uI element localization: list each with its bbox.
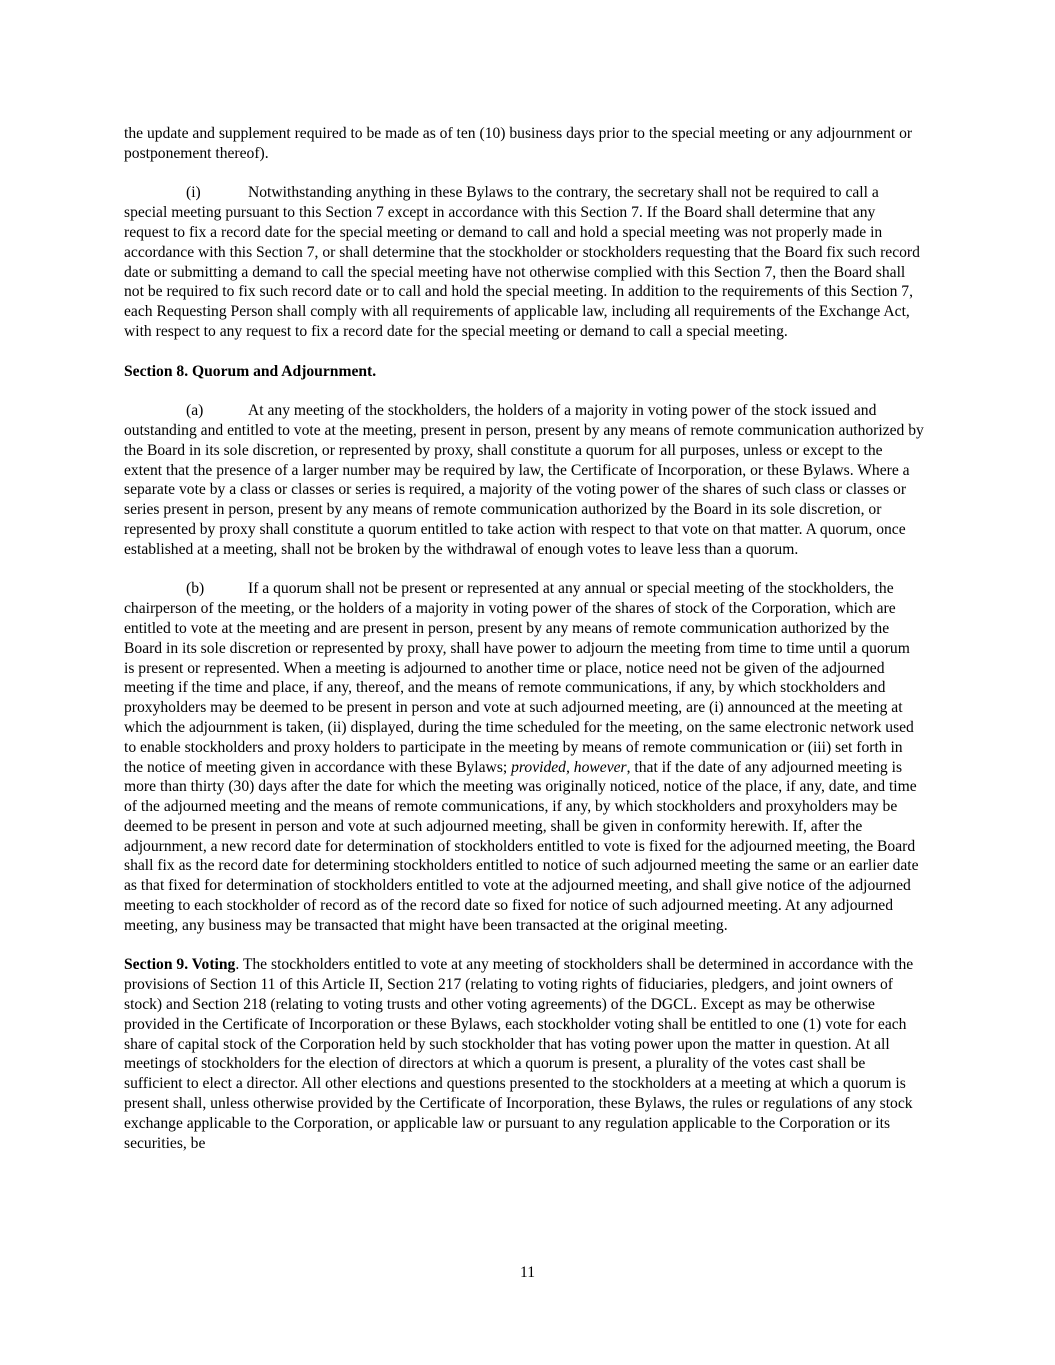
- paragraph-marker-i: (i): [186, 184, 201, 202]
- section8-paragraph-a: [124, 401, 924, 559]
- section9-heading: Section 9. Voting: [124, 956, 236, 974]
- section9-paragraph: [124, 955, 924, 1153]
- paragraph-text-b-part2: , that if the date of any adjourned meeting is more than thirty (30) days after the date for which the meeting was originally noticed, notice of the place, if any, date, and time of the adjourned meeting and the means of remote communications, if any, by which stockholders and proxyholders may be deemed to be present in person and vote at such adjourned meeting, shall be given in conformity herewith. If, after the adjournment, a new record date for determination of stockholders entitled to vote is fixed for the adjourned meeting, the Board shall fix as the record date for determining stockholders entitled to notice of such adjourned meeting the same or an earlier date as that fixed for determination of stockholders entitled to vote at the adjourned meeting, and shall give notice of the adjourned meeting to each stockholder of record as of the record date so fixed for notice of such adjourned meeting. At any adjourned meeting, any business may be transacted that might have been transacted at the original meeting.: [124, 758, 919, 934]
- section7-paragraph-i: [124, 183, 924, 341]
- continuation-paragraph: the update and supplement required to be made as of ten (10) business days prior to the special meeting or any adjournment or postponement thereof).: [124, 125, 913, 162]
- page-number: 11: [519, 1264, 535, 1281]
- section8-heading: Section 8. Quorum and Adjournment.: [124, 362, 377, 380]
- paragraph-text-b-part1: If a quorum shall not be present or represented at any annual or special meeting of the stockholders, the chairperson of the meeting, or the holders of a majority in voting power of the shares of stock of the Corporation, which are entitled to vote at the meeting and are present in person, present by any means of remote communication authorized by the Board in its sole discretion or represented by proxy, shall have power to adjourn the meeting from time to time until a quorum is present or represented. When a meeting is adjourned to another time or place, notice need not be given of the adjourned meeting if the time and place, if any, thereof, and the means of remote communications, if any, by which stockholders and proxyholders may be deemed to be present in person and vote at such adjourned meeting, are (i) announced at the meeting at which the adjournment is taken, (ii) displayed, during the time scheduled for the meeting, on the same electronic network used to enable stockholders and proxy holders to participate in the meeting by means of remote communication or (iii) set forth in the notice of meeting given in accordance with these Bylaws;: [124, 580, 914, 776]
- document-page: [124, 124, 924, 1173]
- paragraph-marker-b: (b): [186, 580, 205, 598]
- section8-paragraph-b: [124, 579, 924, 935]
- paragraph-text-a: At any meeting of the stockholders, the holders of a majority in voting power of the stock issued and outstanding and entitled to vote at the meeting, present in person, present by any means of remote communication authorized by the Board in its sole discretion, or represented by proxy, shall constitute a quorum for all purposes, unless or except to the extent that the presence of a larger number may be required by law, the Certificate of Incorporation, or these Bylaws. Where a separate vote by a class or classes or series is required, a majority of the voting power of the shares of such class or classes or series present in person, present by any means of remote communication authorized by the Board in its sole discretion, or represented by proxy shall constitute a quorum entitled to take action with respect to that vote on that matter. A quorum, once established at a meeting, shall not be broken by the withdrawal of enough votes to leave less than a quorum.: [124, 402, 924, 558]
- section9-text: . The stockholders entitled to vote at any meeting of stockholders shall be determined in accordance with the provisions of Section 11 of this Article II, Section 217 (relating to voting rights of fiduciaries, pledgers, and joint owners of stock) and Section 218 (relating to voting trusts and other voting agreements) of the DGCL. Except as may be otherwise provided in the Certificate of Incorporation or these Bylaws, each stockholder voting shall be entitled to one (1) vote for each share of capital stock of the Corporation held by such stockholder that has voting power upon the matter in question. At all meetings of stockholders for the election of directors at which a quorum is present, a plurality of the votes cast shall be sufficient to elect a director. All other elections and questions presented to the stockholders at a meeting at which a quorum is present shall, unless otherwise provided by the Certificate of Incorporation, these Bylaws, the rules or regulations of any stock exchange applicable to the Corporation, or applicable law or pursuant to any regulation applicable to the Corporation or its securities, be: [124, 956, 914, 1152]
- paragraph-marker-a: (a): [186, 402, 204, 420]
- paragraph-text-b-italic: provided, however: [511, 758, 627, 776]
- paragraph-text-i: Notwithstanding anything in these Bylaws to the contrary, the secretary shall not be required to call a special meeting pursuant to this Section 7 except in accordance with this Section 7. If the Board shall determine that any request to fix a record date for the special meeting or demand to call and hold a special meeting was not properly made in accordance with this Section 7, or shall determine that the stockholder or stockholders requesting that the Board fix such record date or submitting a demand to call the special meeting have not otherwise complied with this Section 7, then the Board shall not be required to fix such record date or to call and hold the special meeting. In addition to the requirements of this Section 7, each Requesting Person shall comply with all requirements of applicable law, including all requirements of the Exchange Act, with respect to any request to fix a record date for the special meeting or demand to call a special meeting.: [124, 184, 920, 340]
